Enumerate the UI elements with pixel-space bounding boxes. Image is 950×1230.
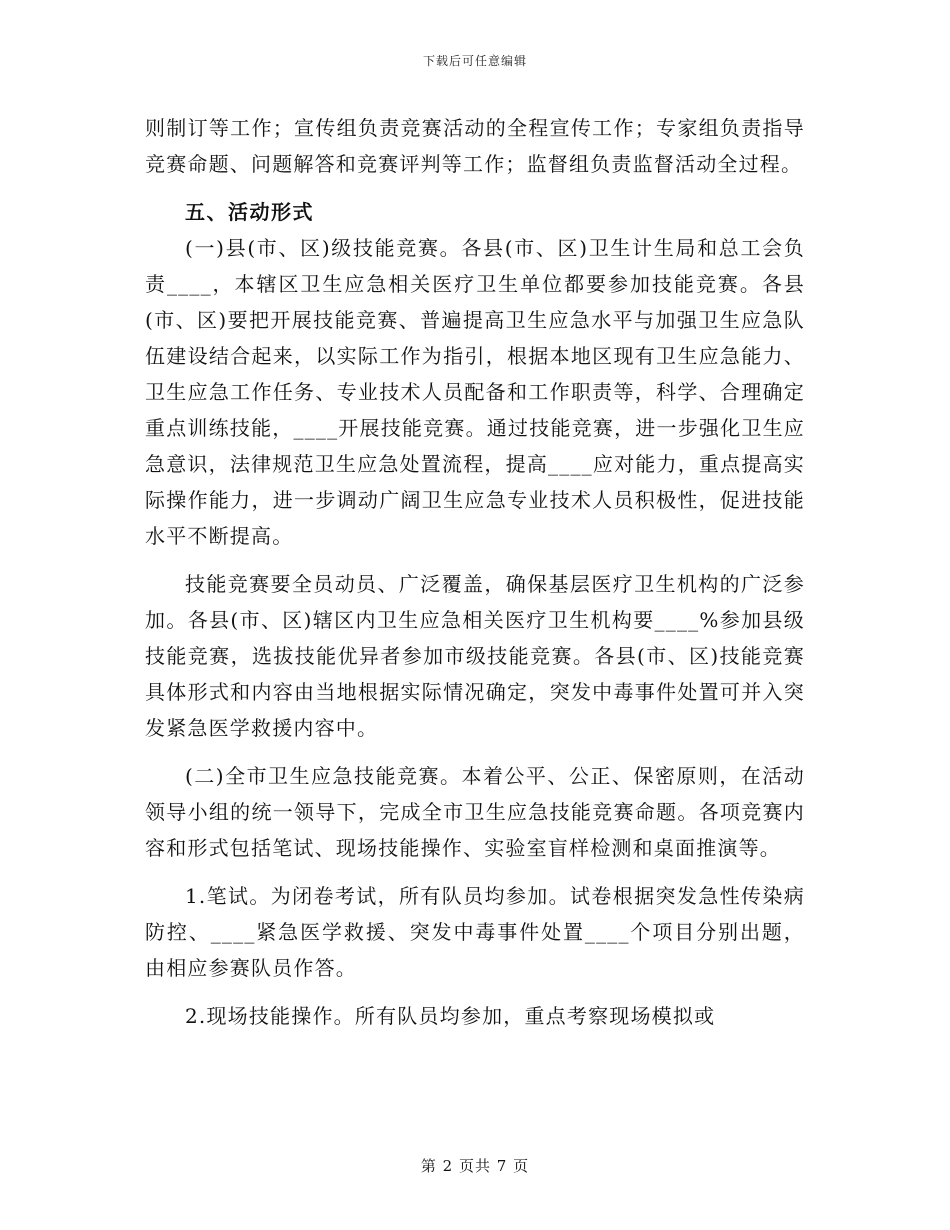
paragraph-continuation: 则制订等工作；宣传组负责竞赛活动的全程宣传工作；专家组负责指导竞赛命题、问题解答和竞赛评判等工作；监督组负责监督活动全过程。: [145, 116, 805, 176]
document-body: [145, 110, 805, 1046]
page-number: 第 2 页共 7 页: [420, 1157, 530, 1175]
page-header: 下载后可任意编辑: [422, 54, 527, 68]
section-heading: 五、活动形式: [185, 200, 314, 224]
paragraph-city-competition: (二)全市卫生应急技能竞赛。本着公平、公正、保密原则，在活动领导小组的统一领导下，完成全市卫生应急技能竞赛命题。各项竞赛内容和形式包括笔试、现场技能操作、实验室盲样检测和桌面推演等。: [145, 764, 805, 860]
paragraph-written-exam: 1.笔试。为闭卷考试，所有队员均参加。试卷根据突发急性传染病防控、____紧急医学救援、突发中毒事件处置____个项目分别出题，由相应参赛队员作答。: [145, 884, 805, 980]
paragraph-mobilization: 技能竞赛要全员动员、广泛覆盖，确保基层医疗卫生机构的广泛参加。各县(市、区)辖区内卫生应急相关医疗卫生机构要____%参加县级技能竞赛，选拔技能优异者参加市级技能竞赛。各县(市、区)技能竞赛具体形式和内容由当地根据实际情况确定，突发中毒事件处置可并入突发紧急医学救援内容中。: [145, 572, 805, 740]
paragraph-county-competition: (一)县(市、区)级技能竞赛。各县(市、区)卫生计生局和总工会负责____，本辖区卫生应急相关医疗卫生单位都要参加技能竞赛。各县(市、区)要把开展技能竞赛、普遍提高卫生应急水平与加强卫生应急队伍建设结合起来，以实际工作为指引，根据本地区现有卫生应急能力、卫生应急工作任务、专业技术人员配备和工作职责等，科学、合理确定重点训练技能，____开展技能竞赛。通过技能竞赛，进一步强化卫生应急意识，法律规范卫生应急处置流程，提高____应对能力，重点提高实际操作能力，进一步调动广阔卫生应急专业技术人员积极性，促进技能水平不断提高。: [145, 236, 805, 548]
paragraph-field-operation: 2.现场技能操作。所有队员均参加，重点考察现场模拟或: [185, 1004, 716, 1028]
